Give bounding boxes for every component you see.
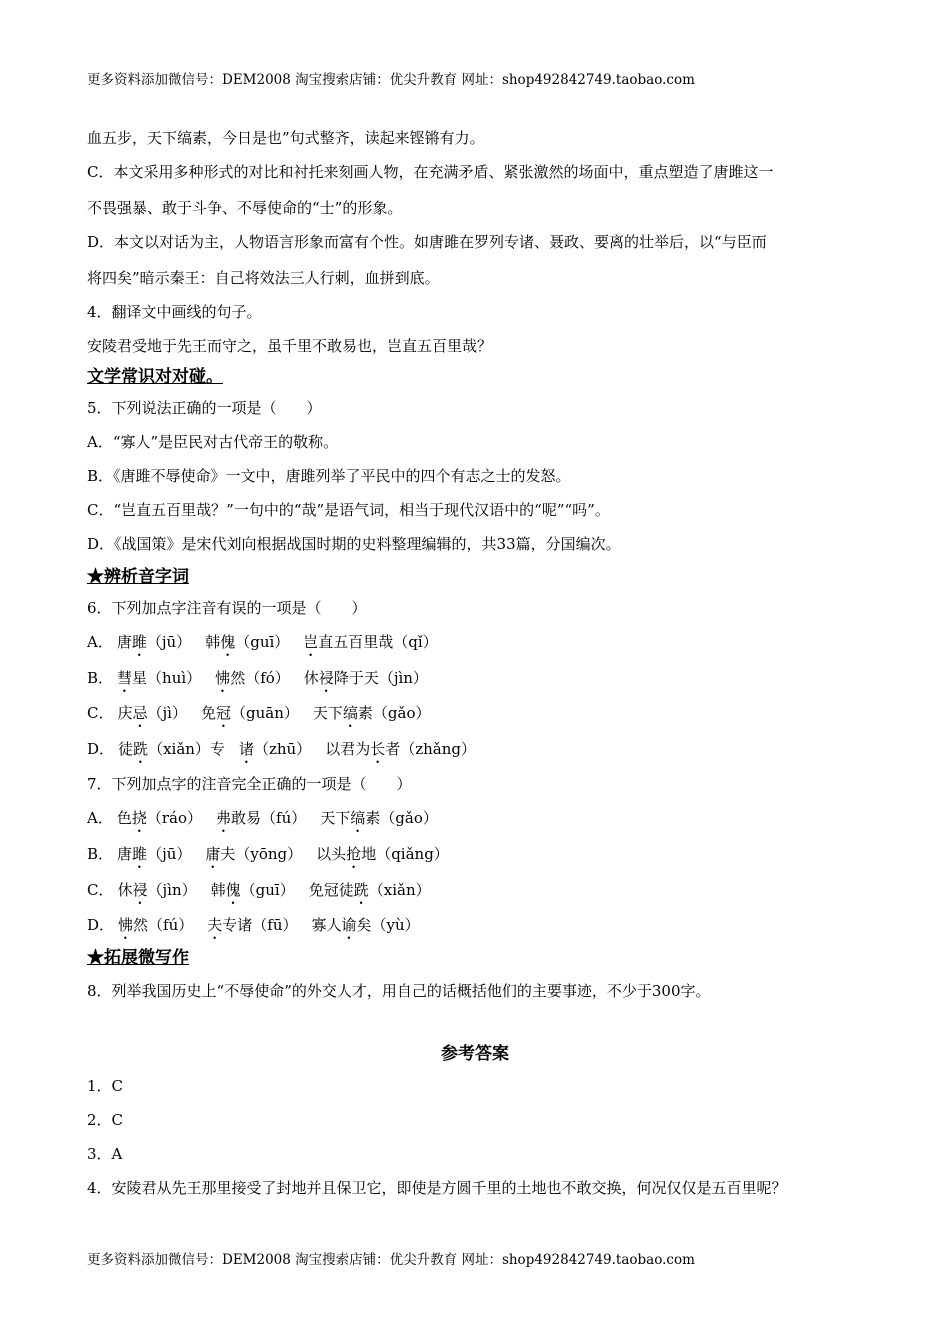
answer-item: 1．C (87, 1077, 124, 1095)
answer-item: 3．A (87, 1145, 123, 1163)
section-heading-literature: 文学常识对对碰。 (87, 367, 223, 387)
option-term: 休祲降于天（jìn） (304, 668, 428, 696)
option-term: 怫然（fú） (118, 915, 193, 943)
dotted-character: 弗 (216, 809, 232, 827)
section-heading-pronunciation: ★辨析音字词 (87, 567, 189, 587)
q5-option-d: D．《战国策》是宋代刘向根据战国时期的史料整理编辑的，共33篇，分国编次。 (87, 535, 621, 553)
dotted-character: 跣 (133, 740, 149, 758)
dotted-character: 庸 (205, 845, 221, 863)
option-term: 庸夫（yōng） (205, 844, 302, 872)
q5-option-b: B．《唐雎不辱使命》一文中，唐雎列举了平民中的四个有志之士的发怒。 (87, 467, 571, 485)
dotted-character: 祲 (318, 669, 334, 687)
dotted-character: 彗 (117, 669, 133, 687)
option-term: 夫专诸（fū） (207, 915, 297, 943)
underlined-sentence: 安陵君受地于先王而守之，虽千里不敢易也，岂直五百里哉？ (87, 337, 493, 355)
q6-option (87, 739, 490, 767)
option-term: 免冠徒跣（xiǎn） (309, 880, 431, 908)
option-term: 弗敢易（fú） (216, 808, 306, 836)
text-line: 将四矣”暗示秦王：自己将效法三人行刺，血拼到底。 (87, 269, 440, 287)
option-term: 岂直五百里哉（qǐ） (303, 632, 437, 660)
q6-option (87, 703, 444, 731)
dotted-character: 怫 (118, 916, 134, 934)
option-term: 彗星（huì） (117, 668, 201, 696)
question-7: 7．下列加点字的注音完全正确的一项是（ ） (87, 775, 412, 793)
option-letter: A． (87, 633, 113, 651)
dotted-character: 缟 (350, 809, 366, 827)
dotted-character: 长 (370, 740, 386, 758)
q7-option (87, 808, 452, 836)
q5-option-c: C．“岂直五百里哉？”一句中的“哉”是语气词，相当于现代汉语中的“呢”“吗”。 (87, 501, 610, 519)
option-letter: A． (87, 809, 113, 827)
option-term: 怫然（fó） (215, 668, 290, 696)
option-term: 庆忌（jì） (117, 703, 186, 731)
question-6: 6．下列加点字注音有误的一项是（ ） (87, 599, 367, 617)
question-8: 8．列举我国历史上“不辱使命”的外交人才，用自己的话概括他们的主要事迹，不少于300字。 (87, 982, 711, 1000)
option-term: 唐雎（jū） (117, 844, 191, 872)
answer-item: 2．C (87, 1111, 124, 1129)
q5-option-a: A．“寡人”是臣民对古代帝王的敬称。 (87, 433, 339, 451)
option-term: 天下缟素（gǎo） (320, 808, 438, 836)
dotted-character: 祲 (132, 881, 148, 899)
q6-option (87, 632, 452, 660)
dotted-character: 傀 (220, 633, 236, 651)
dotted-character: 忌 (132, 704, 148, 722)
option-term: 寡人谕矣（yù） (312, 915, 420, 943)
option-term: 色挠（ráo） (117, 808, 202, 836)
page-footer: 更多资料添加微信号：DEM2008 淘宝搜索店铺：优尖升教育 网址：shop492842749.taobao.com (87, 1252, 695, 1268)
question-5: 5．下列说法正确的一项是（ ） (87, 399, 322, 417)
option-term: 唐雎（jū） (117, 632, 191, 660)
dotted-character: 怫 (215, 669, 231, 687)
option-letter: C． (87, 881, 114, 899)
option-term: 休祲（jìn） (117, 880, 196, 908)
dotted-character: 雎 (131, 633, 147, 651)
dotted-character: 诸 (238, 740, 254, 758)
option-letter: D． (87, 916, 115, 934)
option-term: 徒跣（xiǎn）专 (118, 739, 225, 767)
option-letter: B． (87, 845, 114, 863)
text-line: C．本文采用多种形式的对比和衬托来刻画人物，在充满矛盾、紧张激然的场面中，重点塑造了唐雎这一 (87, 163, 774, 181)
dotted-character: 挠 (131, 809, 147, 827)
option-letter: C． (87, 704, 114, 722)
option-term: 韩傀（guī） (211, 880, 295, 908)
dotted-character: 傀 (225, 881, 241, 899)
option-letter: D． (87, 740, 115, 758)
dotted-character: 夫 (207, 916, 223, 934)
text-line: 不畏强暴、敢于斗争、不辱使命的“士”的形象。 (87, 199, 403, 217)
dotted-character: 冠 (215, 704, 231, 722)
dotted-character: 抢 (346, 845, 362, 863)
page-header: 更多资料添加微信号：DEM2008 淘宝搜索店铺：优尖升教育 网址：shop492842749.taobao.com (87, 72, 695, 88)
text-line: D．本文以对话为主，人物语言形象而富有个性。如唐雎在罗列专诸、聂政、要离的壮举后，以“与臣而 (87, 233, 767, 251)
dotted-character: 谕 (341, 916, 357, 934)
section-heading-writing: ★拓展微写作 (87, 948, 189, 968)
answers-title: 参考答案 (441, 1044, 509, 1064)
text-line: 血五步，天下缟素，今日是也”句式整齐，读起来铿锵有力。 (87, 129, 485, 147)
dotted-character: 跣 (353, 881, 369, 899)
dotted-character: 岂 (303, 633, 319, 651)
q6-option (87, 668, 442, 696)
dotted-character: 雎 (132, 845, 148, 863)
answer-item: 4．安陵君从先王那里接受了封地并且保卫它，即使是方圆千里的土地也不敢交换，何况仅仅是五百里呢？ (87, 1179, 787, 1197)
q7-option (87, 844, 463, 872)
q7-option (87, 915, 434, 943)
option-term: 以君为长者（zhǎng） (325, 739, 476, 767)
option-term: 韩傀（guī） (205, 632, 289, 660)
dotted-character: 缟 (342, 704, 358, 722)
option-term: 以头抢地（qiǎng） (316, 844, 449, 872)
option-term: 天下缟素（gǎo） (313, 703, 431, 731)
option-term: 诸（zhū） (239, 739, 311, 767)
option-letter: B． (87, 669, 114, 687)
option-term: 免冠（guān） (201, 703, 299, 731)
q7-option (87, 880, 445, 908)
question-4: 4．翻译文中画线的句子。 (87, 303, 262, 321)
